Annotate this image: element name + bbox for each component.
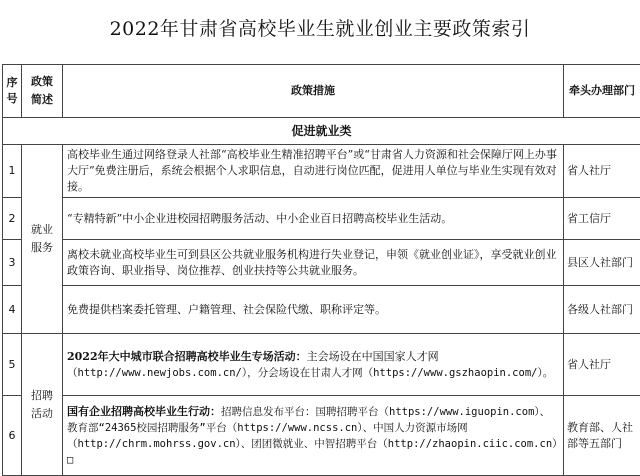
row-no: 3 [3,240,22,286]
policy-heading: 2022年大中城市联合招聘高校毕业生专场活动： [67,350,307,363]
header-summary [22,65,63,118]
table-row [3,334,640,396]
group-label: 招聘活动 [27,387,57,423]
row-policy: 离校未就业高校毕业生可到县区公共就业服务机构进行失业登记，申领《就业创业证》，享受就业创业政策咨询、职业指导、岗位推荐、创业扶持等公共就业服务。 [63,240,564,286]
group-employment-service [22,145,63,334]
header-policy: 政策措施 [63,65,564,118]
row-dept: 各级人社部门 [564,286,640,334]
policy-text: 招聘信息发布平台：国聘招聘平台（https://www.iguopin.com）、教育部“24365校园招聘服务”平台（https://www.ncss.cn）、中国人力资源市场网（http://chrm.mohrss.gov.cn）、团团微就业、中智招聘平台（http://zhaopin.ciic.com.cn）□ [67,406,557,466]
table-row [3,145,640,198]
header-summary-label: 政策简述 [27,73,57,109]
policy-table [2,64,640,476]
policy-links: （http://www.newjobs.com.cn/），分会场设在甘肃人才网（https://www.gszhaopin.com/）。 [67,367,553,379]
group-recruitment [22,334,63,476]
table-header-row [3,65,640,118]
table-row [3,396,640,476]
section-row [3,118,640,145]
header-no-label: 序号 [6,75,18,107]
row-no: 4 [3,286,22,334]
table-row [3,240,640,286]
policy-text: 主会场设在中国国家人才网 [307,350,439,363]
header-no [3,65,22,118]
row-dept: 省工信厅 [564,198,640,240]
policy-heading: 国有企业招聘高校毕业生行动： [67,405,221,418]
row-no: 1 [3,145,22,198]
row-policy: 免费提供档案委托管理、户籍管理、社会保险代缴、职称评定等。 [63,286,564,334]
row-no: 2 [3,198,22,240]
document-title: 2022年甘肃省高校毕业生就业创业主要政策索引 [0,14,640,41]
row-no: 6 [3,396,22,476]
row-policy [63,334,564,396]
table-row [3,286,640,334]
group-label: 就业服务 [27,221,57,257]
row-dept: 省人社厅 [564,145,640,198]
table-row [3,198,640,240]
row-policy [63,396,564,476]
row-dept: 县区人社部门 [564,240,640,286]
section-title: 促进就业类 [3,118,640,145]
row-no: 5 [3,334,22,396]
row-dept: 教育部、人社部等五部门 [564,396,640,476]
header-dept: 牵头办理部门 [564,65,640,118]
row-dept: 省人社厅 [564,334,640,396]
row-policy: 高校毕业生通过网络登录人社部“高校毕业生精准招聘平台”或“甘肃省人力资源和社会保障厅网上办事大厅”免费注册后，系统会根据个人求职信息，自动进行岗位匹配，促进用人单位与毕业生实现有效对接。 [63,145,564,198]
row-policy: “专精特新”中小企业进校园招聘服务活动、中小企业百日招聘高校毕业生活动。 [63,198,564,240]
